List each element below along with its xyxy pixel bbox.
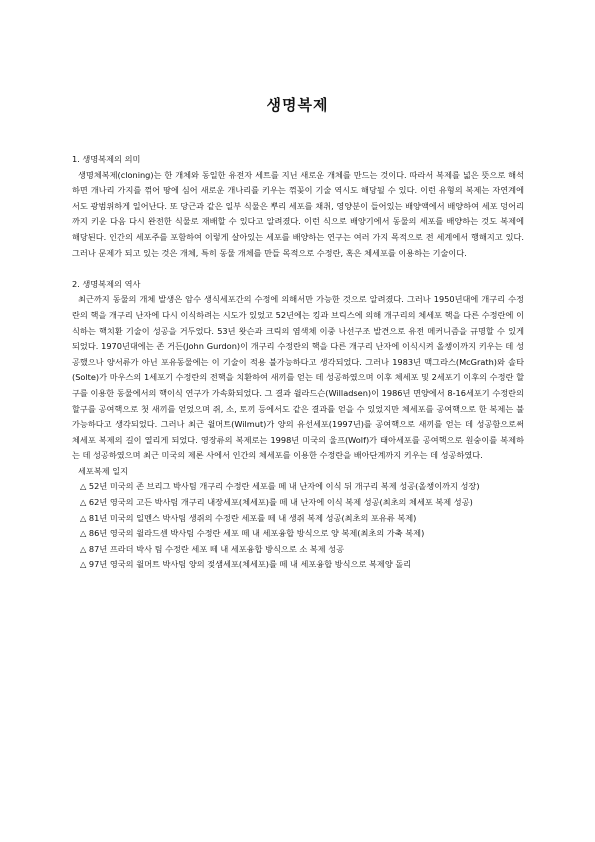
paragraph-gap bbox=[72, 261, 524, 277]
timeline-item: △ 62년 영국의 고든 박사팀 개구리 내장세포(체세포)를 떼 내 난자에 이식 복제 성공(최초의 체세포 복제 성공) bbox=[80, 497, 473, 508]
document-body bbox=[72, 152, 524, 573]
document-title: 생명복제 bbox=[266, 96, 329, 114]
section-body-history: 최근까지 동물의 개체 발생은 암수 생식세포간의 수정에 의해서만 가능한 것으로 알려졌다. 그러나 1950년대에 개구리 수정란의 핵을 개구리 난자에 다시 이식하려는 시도가 있었고 52년에는 킹과 브릭스에 의해 개구리의 체세포 핵을 다른 수정란에 이식하는 핵치환 기술이 성공을 거두었다. 53년 왓슨과 크릭의 염색체 이중 나선구조 발견으로 유전 메커니즘을 규명할 수 있게 되었다. 1970년대에는 존 거든(John Gurdon)이 개구리 수정란의 핵을 다른 개구리 난자에 이식시켜 올챙이까지 키우는 데 성공했으나 양서류가 아닌 포유동물에는 이 기술이 적용 불가능하다고 생각되었다. 그러나 1983년 맥그라스(McGrath)와 솔타(Solte)가 마우스의 1세포기 수정란의 전핵을 치환하여 새끼를 얻는 데 성공하였으며 이후 체세포 및 2세포기 이후의 수정란 할구를 이용한 동물에서의 핵이식 연구가 가속화되었다. 그 결과 윌라드슨(Willadsen)이 1986년 면양에서 8-16세포기 수정란의 할구를 공여핵으로 첫 새끼를 얻었으며 쥐, 소, 토끼 등에서도 같은 결과를 얻을 수 있었지만 체세포를 공여핵으로 한 복제는 불가능하다고 생각되었다. 그러나 최근 윌머트(Wilmut)가 양의 유선세포(1997년)를 공여핵으로 새끼를 얻는 데 성공함으로써 체세포 복제의 길이 열리게 되었다. 영장류의 복제로는 1998년 미국의 울프(Wolf)가 태아세포를 공여핵으로 원숭이를 복제하는 데 성공하였으며 최근 미국의 제론 사에서 인간의 체세포를 이용한 수정란을 배아단계까지 키우는 데 성공하였다. bbox=[72, 294, 524, 461]
section-heading-history: 2. 생명복제의 역사 bbox=[72, 278, 141, 289]
section-heading-meaning: 1. 생명복제의 의미 bbox=[72, 154, 141, 164]
timeline-item: △ 81년 미국의 일멘스 박사팀 생쥐의 수정란 세포를 떼 내 생쥐 복제 성공(최초의 포유류 복제) bbox=[80, 512, 417, 523]
timeline-item: △ 86년 영국의 윌라드센 박사팀 수정란 세포 떼 내 세포융합 방식으로 양 복제(최초의 가축 복제) bbox=[80, 528, 425, 539]
timeline-item: △ 97년 영국의 윌머트 박사팀 양의 젖샘세포(체세포)를 떼 내 세포융합 방식으로 복제양 돌리 bbox=[80, 559, 412, 570]
timeline-item: △ 87년 프라더 박사 팀 수정란 세포 떼 내 세포융합 방식으로 소 복제 성공 bbox=[80, 543, 345, 554]
timeline-heading: 세포복제 일지 bbox=[78, 465, 129, 476]
section-body-meaning: 생명체복제(cloning)는 한 개체와 동일한 유전자 세트를 지닌 새로운 개체를 만드는 것이다. 따라서 복제를 넓은 뜻으로 해석하면 개나리 가지를 꺾어 땅에 심어 새로운 개나리를 키우는 꺾꽂이 기술 역시도 해당될 수 있다. 이런 유형의 복제는 자연계에서도 광범위하게 일어난다. 또 당근과 같은 일부 식물은 뿌리 세포를 채취, 영양분이 들어있는 배양액에서 배양하여 세포 덩어리까지 키운 다음 다시 완전한 식물로 재배할 수 있다고 알려졌다. 이런 식으로 배양기에서 동물의 세포를 배양하는 것도 복제에 해당된다. 인간의 세포주를 포함하여 이렇게 살아있는 세포를 배양하는 연구는 여러 가지 목적으로 전 세계에서 행해지고 있다. 그러나 문제가 되고 있는 것은 개체, 특히 동물 개체를 만들 목적으로 수정란, 혹은 체세포를 이용하는 기술이다. bbox=[72, 169, 524, 258]
timeline-item: △ 52년 미국의 존 브리그 박사팀 개구리 수정란 세포를 떼 내 난자에 이식 뒤 개구리 복제 성공(올챙이까지 성장) bbox=[80, 481, 480, 492]
